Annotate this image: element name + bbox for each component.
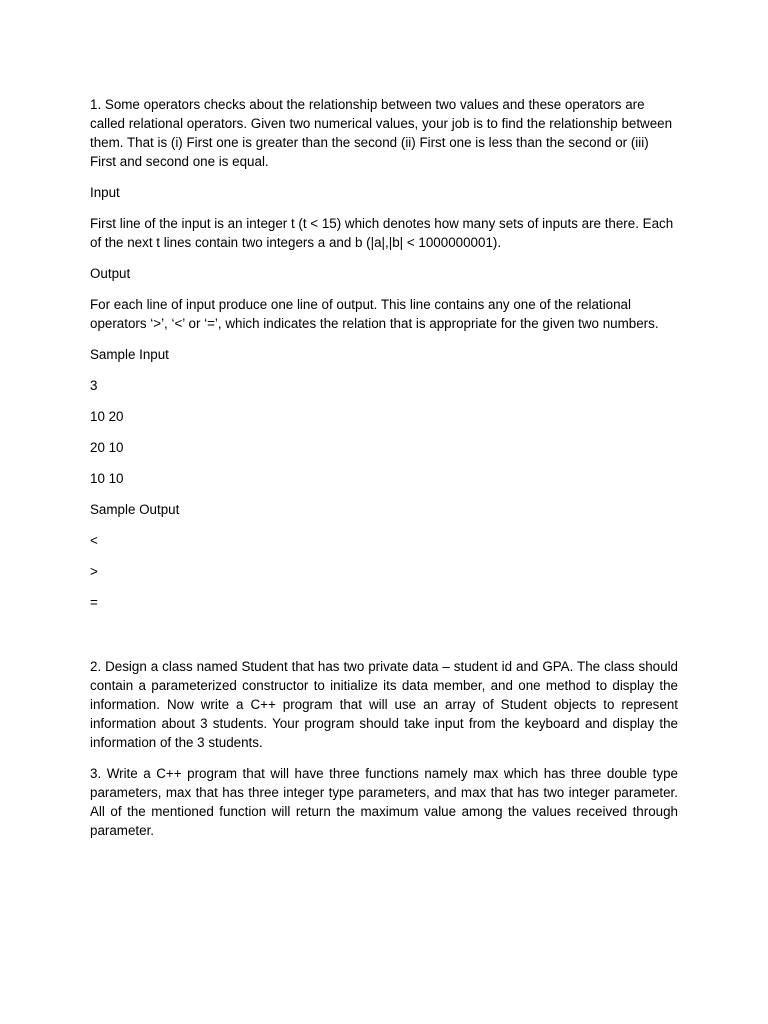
sample-output-line: > [90, 564, 98, 579]
question-2: 2. Design a class named Student that has two private data – student id and GPA. The class should contain a parameterized constructor to initialize its data member, and one method to display the information. Now write a C++ program that will use an array of Student objects to represent information about 3 students. Your program should take input from the keyboard and display the information of the 3 students. [90, 659, 678, 750]
sample-output-line: < [90, 533, 98, 548]
question-1-intro: 1. Some operators checks about the relationship between two values and these operators are called relational operators. Given two numerical values, your job is to find the relationship between them. That is (i) First one is greater than the second (ii) First one is less than the second or (iii) First and second one is equal. [90, 97, 673, 169]
output-description: For each line of input produce one line of output. This line contains any one of the relational operators ‘>’, ‘<’ or ‘=’, which indicates the relation that is appropriate for the given two numbers. [90, 297, 659, 331]
sample-input-line: 10 20 [90, 409, 124, 424]
question-3: 3. Write a C++ program that will have three functions namely max which has three double type parameters, max that has three integer type parameters, and max that has two integer parameter. All of the mentioned function will return the maximum value among the values received through parameter. [90, 766, 678, 838]
sample-input-heading: Sample Input [90, 347, 169, 362]
document-page [90, 95, 678, 852]
sample-input-line: 3 [90, 378, 98, 393]
output-heading: Output [90, 266, 131, 281]
sample-input-line: 20 10 [90, 440, 124, 455]
sample-output-heading: Sample Output [90, 502, 180, 517]
sample-output-line: = [90, 595, 98, 610]
sample-input-line: 10 10 [90, 471, 124, 486]
input-description: First line of the input is an integer t (t < 15) which denotes how many sets of inputs are there. Each of the next t lines contain two integers a and b (|a|,|b| < 1000000001). [90, 216, 674, 250]
input-heading: Input [90, 185, 120, 200]
section-spacer [90, 624, 678, 657]
